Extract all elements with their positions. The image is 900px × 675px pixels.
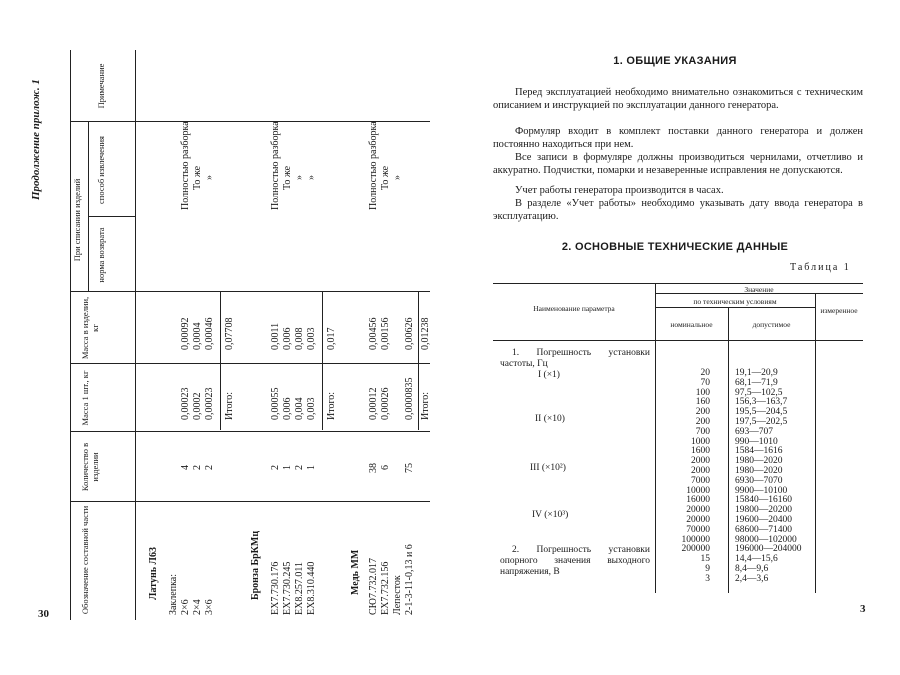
allowed-range: 68,1—71,9 bbox=[735, 377, 778, 388]
subtotal-rule bbox=[220, 292, 221, 430]
material-name: Бронза БрКМц bbox=[250, 530, 261, 600]
table-divider bbox=[728, 307, 729, 593]
param-voltage: 2. Погрешность установки опорного значения выходного напряжения, В bbox=[500, 545, 650, 577]
nominal-value: 9 bbox=[705, 564, 710, 574]
header-mass-product: Масса в изделии, кг bbox=[80, 296, 101, 360]
nominal-value: 2000 bbox=[691, 456, 710, 467]
col-divider bbox=[70, 431, 430, 432]
designation: ЕХ8.257.011 bbox=[294, 562, 305, 615]
nominal-value: 20000 bbox=[686, 515, 710, 525]
quantity: 1 bbox=[282, 465, 293, 470]
allowed-range: 15840—16160 bbox=[735, 495, 792, 506]
quantity: 2 bbox=[204, 465, 215, 470]
mass-product: 0,0011 bbox=[270, 322, 281, 350]
quantity: 1 bbox=[306, 465, 317, 470]
subtotal-rule bbox=[322, 292, 323, 430]
designation: ЕХ7.730.176 bbox=[270, 561, 281, 615]
quantity: 2 bbox=[270, 465, 281, 470]
section-title: 1. ОБЩИЕ УКАЗАНИЯ bbox=[613, 55, 737, 67]
allowed-range: 2,4—3,6 bbox=[735, 573, 769, 584]
mass-unit: 0,006 bbox=[282, 397, 293, 420]
allowed-range: 195,5—204,5 bbox=[735, 407, 788, 418]
header-nominal: номинальное bbox=[670, 320, 713, 329]
mass-product: 0,006 bbox=[282, 327, 293, 350]
mass-product: 0,008 bbox=[294, 327, 305, 350]
designation: 2×6 bbox=[180, 599, 191, 615]
designation: Заклепка: bbox=[168, 573, 179, 615]
quantity: 6 bbox=[380, 465, 391, 470]
mass-unit: 0,00023 bbox=[204, 387, 215, 420]
allowed-range: 1584—1616 bbox=[735, 446, 783, 457]
range-label: I (×1) bbox=[538, 370, 560, 380]
mass-unit: 0,00012 bbox=[368, 387, 379, 420]
allowed-range: 1980—2020 bbox=[735, 456, 783, 467]
col-divider bbox=[70, 363, 430, 364]
mass-product: 0,0004 bbox=[192, 322, 203, 350]
range-label: II (×10) bbox=[535, 414, 565, 424]
nominal-value: 70 bbox=[700, 377, 710, 388]
mass-unit: 0,00023 bbox=[180, 387, 191, 420]
extraction-method: Полностью разборка bbox=[180, 121, 191, 210]
nominal-value: 15 bbox=[700, 554, 710, 565]
right-page bbox=[450, 0, 900, 675]
extraction-method: » bbox=[294, 175, 305, 180]
header-writeoff: При списании изделий bbox=[72, 178, 82, 262]
nominal-value: 200 bbox=[695, 417, 710, 427]
extraction-method: » bbox=[392, 175, 403, 180]
total-value: 0,017 bbox=[326, 327, 337, 350]
running-head: Продолжение прилож. 1 bbox=[30, 79, 42, 200]
allowed-range: 19,1—20,9 bbox=[735, 368, 778, 378]
nominal-value: 100 bbox=[695, 387, 710, 398]
material-name: Медь ММ bbox=[350, 549, 361, 595]
mass-product: 0,00092 bbox=[180, 317, 191, 350]
nominal-value: 200 bbox=[695, 407, 710, 418]
nominal-value: 20000 bbox=[686, 505, 710, 516]
nominal-value: 160 bbox=[695, 397, 710, 408]
allowed-range: 8,4—9,6 bbox=[735, 564, 769, 574]
quantity: 4 bbox=[180, 465, 191, 470]
extraction-method: То же bbox=[380, 165, 391, 190]
page-number: 3 bbox=[860, 603, 866, 615]
header-value: Значение bbox=[744, 285, 774, 294]
designation: СЮ7.732.017 bbox=[368, 558, 379, 615]
range-label: III (×10²) bbox=[530, 463, 566, 473]
header-by-spec: по техническим условиям bbox=[693, 297, 777, 306]
header-measured: измеренное bbox=[820, 306, 858, 315]
mass-unit: 0,004 bbox=[294, 397, 305, 420]
designation: 3×6 bbox=[204, 599, 215, 615]
header-designation: Обозначение составной части bbox=[80, 505, 90, 615]
allowed-range: 156,3—163,7 bbox=[735, 397, 788, 408]
table-divider bbox=[655, 283, 656, 593]
allowed-range: 68600—71400 bbox=[735, 524, 792, 535]
designation: ЕХ7.732.156 bbox=[380, 561, 391, 615]
allowed-range: 196000—204000 bbox=[735, 544, 802, 555]
table-divider bbox=[815, 293, 816, 593]
mass-unit: 0,0002 bbox=[192, 392, 203, 420]
quantity: 2 bbox=[192, 465, 203, 470]
section-title: 2. ОСНОВНЫЕ ТЕХНИЧЕСКИЕ ДАННЫЕ bbox=[561, 241, 789, 253]
nominal-value: 10000 bbox=[686, 485, 710, 496]
allowed-range: 1980—2020 bbox=[735, 466, 783, 476]
mass-product: 0,00156 bbox=[380, 317, 391, 350]
nominal-value: 7000 bbox=[691, 475, 710, 486]
allowed-range: 97,5—102,5 bbox=[735, 387, 783, 398]
paragraph: Формуляр входит в комплект поставки данного генератора и должен постоянно находиться при нем. bbox=[493, 126, 863, 150]
nominal-value: 3 bbox=[705, 573, 710, 584]
designation: 2×4 bbox=[192, 599, 203, 615]
mass-unit: 0,0000835 bbox=[404, 377, 415, 420]
header-param: Наименование параметра bbox=[533, 304, 615, 313]
designation: ЕХ7.730.245 bbox=[282, 561, 293, 615]
material-name: Латунь Л63 bbox=[148, 547, 159, 600]
table-rule bbox=[655, 307, 815, 308]
allowed-range: 98000—102000 bbox=[735, 534, 797, 545]
allowed-range: 14,4—15,6 bbox=[735, 554, 778, 565]
subtotal-rule bbox=[418, 292, 419, 430]
header-extraction: способ извлечения bbox=[96, 136, 106, 204]
nominal-value: 1000 bbox=[691, 436, 710, 447]
nominal-value: 700 bbox=[695, 426, 710, 437]
quantity: 75 bbox=[404, 463, 415, 473]
allowed-range: 990—1010 bbox=[735, 436, 778, 447]
mass-unit: 0,003 bbox=[306, 397, 317, 420]
nominal-value: 20 bbox=[700, 368, 710, 378]
col-divider bbox=[70, 291, 430, 292]
allowed-range: 9900—10100 bbox=[735, 485, 788, 496]
total-label: Итого: bbox=[420, 391, 431, 420]
allowed-range: 19600—20400 bbox=[735, 515, 792, 525]
paragraph: Все записи в формуляре должны производиться чернилами, отчетливо и аккуратно. Подчистки, помарки и незаверенные исправления не допускаются. bbox=[493, 152, 863, 176]
table-rule bbox=[493, 283, 863, 284]
range-label: IV (×10³) bbox=[532, 510, 569, 520]
paragraph: Учет работы генератора производится в часах. bbox=[515, 185, 724, 196]
table-top-rule bbox=[70, 50, 71, 620]
col-divider bbox=[70, 501, 430, 502]
designation: ЕХ8.310.440 bbox=[306, 561, 317, 615]
allowed-range: 693—707 bbox=[735, 426, 773, 437]
total-label: Итого: bbox=[326, 391, 337, 420]
mass-product: 0,003 bbox=[306, 327, 317, 350]
allowed-range: 197,5—202,5 bbox=[735, 417, 788, 427]
nominal-value: 200000 bbox=[681, 544, 710, 555]
param-frequency: 1. Погрешность установки частоты, Гц bbox=[500, 348, 650, 369]
mass-product: 0,00456 bbox=[368, 317, 379, 350]
extraction-method: То же bbox=[282, 165, 293, 190]
header-bottom-rule bbox=[135, 50, 136, 620]
nominal-value: 70000 bbox=[686, 524, 710, 535]
mass-product: 0,00626 bbox=[404, 317, 415, 350]
nominal-value: 16000 bbox=[686, 495, 710, 506]
mass-unit: 0,00026 bbox=[380, 387, 391, 420]
header-allowed: допустимое bbox=[752, 320, 791, 329]
quantity: 38 bbox=[368, 463, 379, 473]
mass-unit: 0,00055 bbox=[270, 387, 281, 420]
designation: 2-1-3-11-0,13 и 6 bbox=[404, 544, 415, 615]
rotated-table bbox=[30, 50, 431, 620]
table-label: Таблица 1 bbox=[790, 262, 851, 273]
mass-product: 0,00046 bbox=[204, 317, 215, 350]
extraction-method: То же bbox=[192, 165, 203, 190]
allowed-range: 19800—20200 bbox=[735, 505, 792, 516]
table-rule bbox=[493, 340, 863, 341]
header-note: Примечание bbox=[96, 63, 106, 109]
header-return-norm: норма возврата bbox=[96, 227, 106, 283]
header-quantity: Количество в изделии bbox=[80, 442, 101, 492]
allowed-range: 6930—7070 bbox=[735, 475, 783, 486]
nominal-value: 1600 bbox=[691, 446, 710, 457]
page-number: 30 bbox=[38, 608, 49, 620]
header-mass-unit: Масса 1 шт., кг bbox=[80, 370, 90, 426]
nominal-value: 100000 bbox=[681, 534, 710, 545]
extraction-method: Полностью разборка bbox=[270, 121, 281, 210]
extraction-method: » bbox=[204, 175, 215, 180]
paragraph: Перед эксплуатацией необходимо внимательно ознакомиться с техническим описанием и инструкцией по эксплуатации данного генератора. bbox=[493, 87, 863, 111]
total-value: 0,07708 bbox=[224, 317, 235, 350]
total-value: 0,01238 bbox=[420, 317, 431, 350]
paragraph: В разделе «Учет работы» необходимо указывать дату ввода генератора в эксплуатацию. bbox=[493, 198, 863, 222]
total-label: Итого: bbox=[224, 391, 235, 420]
col-divider bbox=[88, 216, 135, 217]
extraction-method: Полностью разборка bbox=[368, 121, 379, 210]
extraction-method: » bbox=[306, 175, 317, 180]
nominal-value: 2000 bbox=[691, 466, 710, 476]
quantity: 2 bbox=[294, 465, 305, 470]
designation: Лепесток bbox=[392, 575, 403, 615]
subheader-rule bbox=[88, 122, 89, 292]
